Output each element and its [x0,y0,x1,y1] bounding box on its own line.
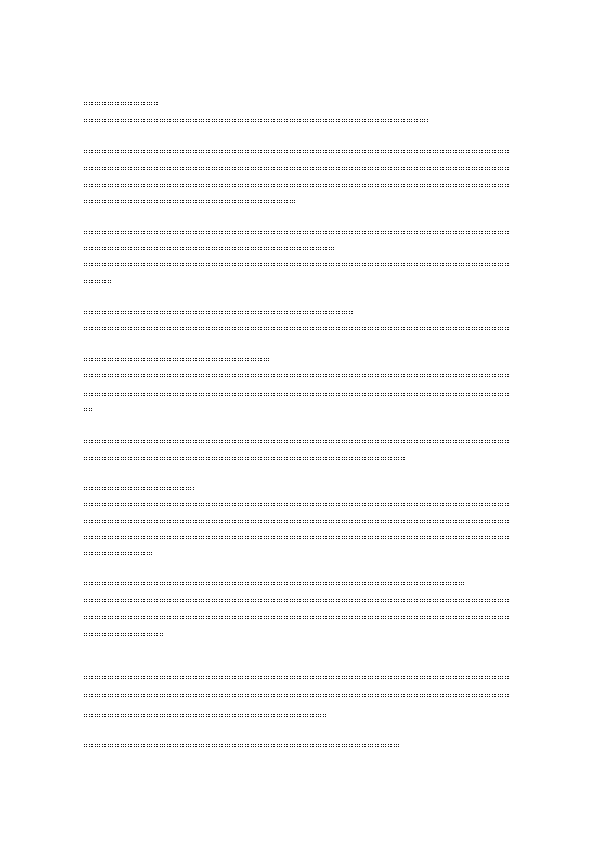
section-3-line-2 [84,516,512,526]
paragraph-5-line-1 [84,672,512,682]
section-2-title [84,354,512,364]
section-2-line-2 [84,389,512,399]
paragraph-5-line-2 [84,690,512,700]
paragraph-1-line-2 [84,163,512,173]
paragraph-4-line-3 [84,612,512,622]
paragraph-2-line-1 [84,227,512,237]
paragraph-2-line-2 [84,243,512,253]
section-2-line-1 [84,370,512,380]
paragraph-1-line-3 [84,180,512,190]
paragraph-5-line-3 [84,710,512,720]
heading-line [84,98,512,108]
paragraph-2-line-3 [84,259,512,269]
section-1-title [84,307,512,317]
paragraph-3-line-2 [84,453,512,463]
section-3-line-4 [84,548,512,558]
closing-line [84,740,512,750]
section-3-line-3 [84,532,512,542]
paragraph-4-line-1 [84,578,512,588]
paragraph-2-line-4 [84,276,512,286]
paragraph-1-line-1 [84,146,512,156]
paragraph-3-line-1 [84,436,512,446]
subheading-line [84,115,512,125]
section-3-title [84,483,512,493]
paragraph-4-line-4 [84,629,512,639]
section-3-line-1 [84,499,512,509]
paragraph-4-line-2 [84,595,512,605]
paragraph-1-line-4 [84,196,512,206]
section-2-line-3 [84,404,512,414]
section-1-line-1 [84,323,512,333]
